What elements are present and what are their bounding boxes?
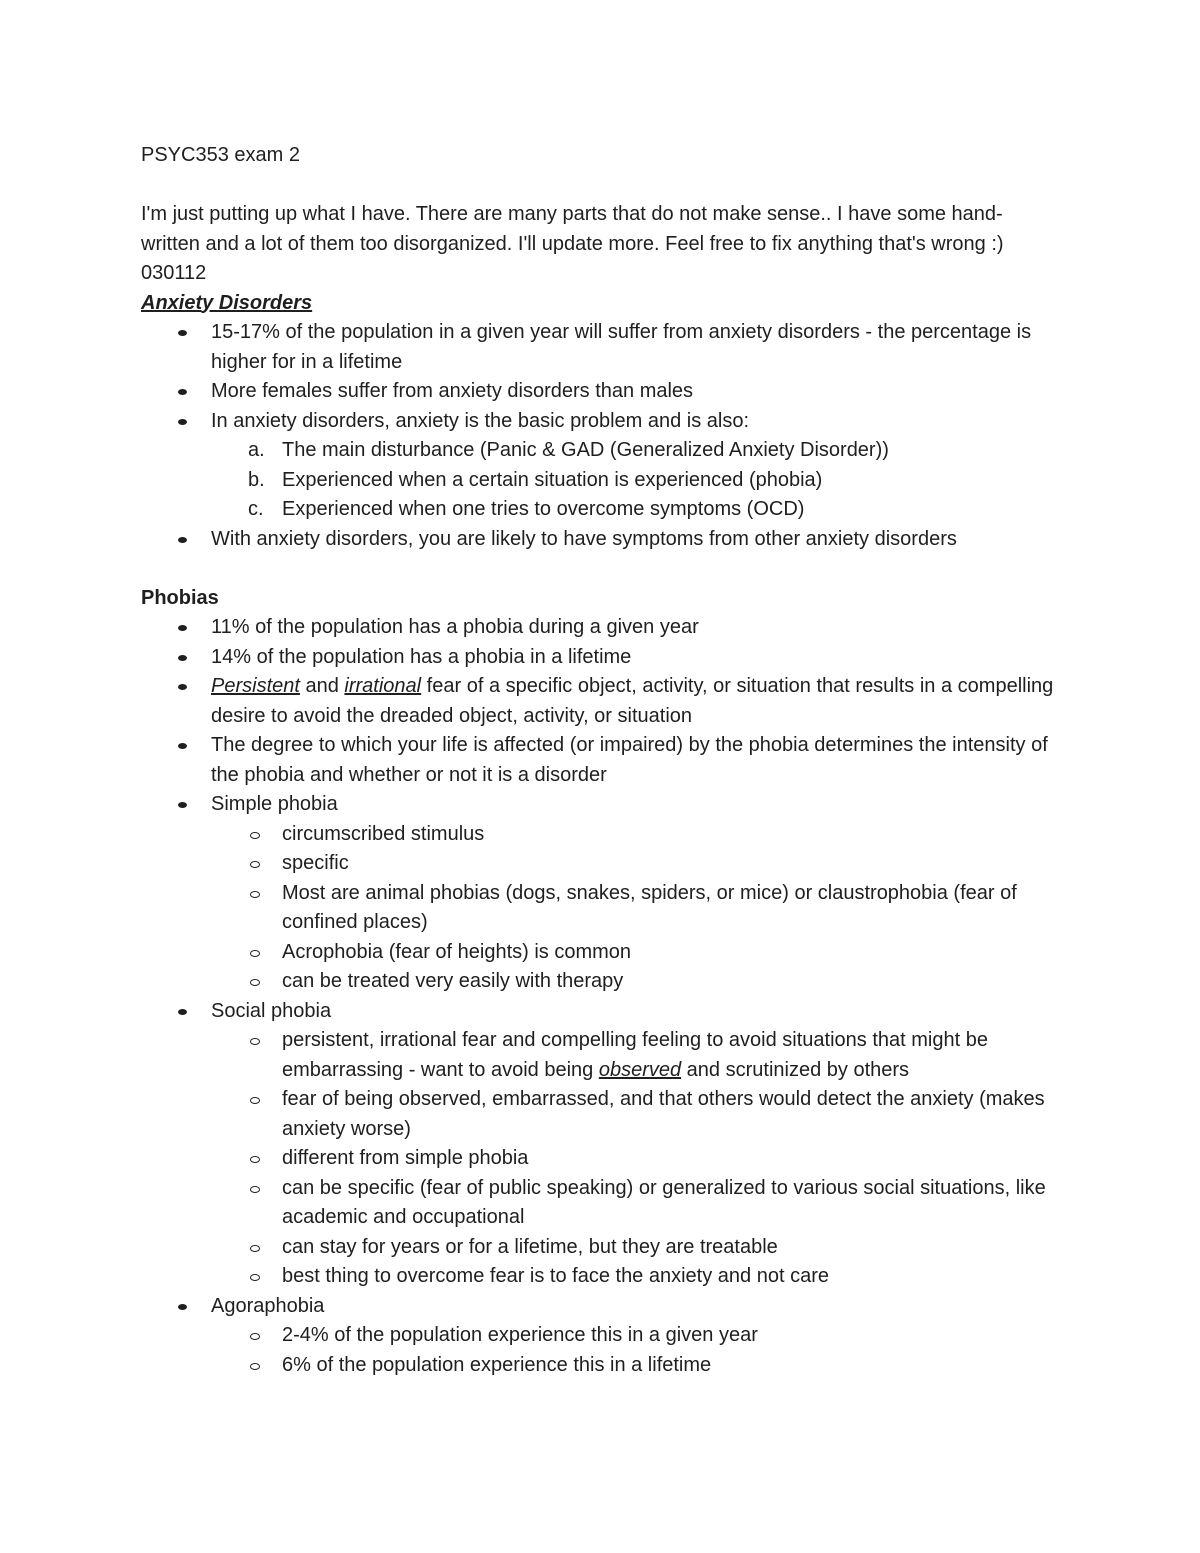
bullet-icon — [178, 655, 187, 661]
bullet-icon — [178, 419, 187, 425]
circle-bullet-icon — [250, 979, 260, 986]
list-item-simple-phobia: Simple phobia — [141, 790, 1061, 820]
list-item: The degree to which your life is affected (or impaired) by the phobia determines the intensity of the phobia and whether or not it is a disorder — [141, 731, 1061, 790]
sub-list-item: 6% of the population experience this in a lifetime — [141, 1351, 1061, 1381]
circle-bullet-icon — [250, 950, 260, 957]
phobias-heading: Phobias — [141, 586, 219, 609]
circle-bullet-icon — [250, 1156, 260, 1163]
list-item: Persistent and irrational fear of a specific object, activity, or situation that results in a compelling desire to avoid the dreaded object, activity, or situation — [141, 672, 1061, 731]
circle-bullet-icon — [250, 1333, 260, 1340]
sub-list-item: c. Experienced when one tries to overcome symptoms (OCD) — [141, 495, 1061, 525]
anxiety-heading: Anxiety Disorders — [141, 291, 313, 314]
list-item: 11% of the population has a phobia during a given year — [141, 613, 1061, 643]
circle-bullet-icon — [250, 1097, 260, 1104]
bullet-icon — [178, 330, 187, 336]
bullet-icon — [178, 537, 187, 543]
sub-list-item: 2-4% of the population experience this in a given year — [141, 1321, 1061, 1351]
sub-list-item: specific — [141, 849, 1061, 879]
phobias-list — [141, 613, 1061, 1380]
emphasis-irrational: irrational — [344, 675, 422, 697]
circle-bullet-icon — [250, 1186, 260, 1193]
bullet-icon — [178, 684, 187, 690]
list-item: 14% of the population has a phobia in a lifetime — [141, 643, 1061, 673]
bullet-icon — [178, 743, 187, 749]
date-line: 030112 — [141, 262, 207, 284]
circle-bullet-icon — [250, 861, 260, 868]
emphasis-persistent: Persistent — [211, 675, 300, 697]
circle-bullet-icon — [250, 1038, 260, 1045]
sub-list-item: Most are animal phobias (dogs, snakes, spiders, or mice) or claustrophobia (fear of confined places) — [141, 879, 1061, 938]
sub-list-item: can be specific (fear of public speaking) or generalized to various social situations, like academic and occupational — [141, 1174, 1061, 1233]
sub-list-item: can stay for years or for a lifetime, but they are treatable — [141, 1233, 1061, 1263]
sub-list-item: best thing to overcome fear is to face the anxiety and not care — [141, 1262, 1061, 1292]
list-item: With anxiety disorders, you are likely to have symptoms from other anxiety disorders — [141, 525, 1061, 555]
intro-paragraph: I'm just putting up what I have. There are many parts that do not make sense.. I have some hand-written and a lot of them too disorganized. I'll update more. Feel free to fix anything that's wrong :) — [141, 203, 1004, 255]
emphasis-observed: observed — [598, 1058, 682, 1081]
sub-list-item: Acrophobia (fear of heights) is common — [141, 938, 1061, 968]
list-item: In anxiety disorders, anxiety is the basic problem and is also: — [141, 407, 1061, 437]
bullet-icon — [178, 802, 187, 808]
document-page — [141, 141, 1061, 1380]
sub-list-item: different from simple phobia — [141, 1144, 1061, 1174]
list-marker: b. — [248, 468, 265, 491]
bullet-icon — [178, 389, 187, 395]
sub-list-item: b. Experienced when a certain situation is experienced (phobia) — [141, 466, 1061, 496]
bullet-icon — [178, 625, 187, 631]
anxiety-list — [141, 318, 1061, 554]
list-marker: a. — [248, 439, 265, 461]
sub-list-item: persistent, irrational fear and compelling feeling to avoid situations that might be embarrassing - want to avoid being observed and scrutinized by others — [141, 1026, 1061, 1085]
bullet-icon — [178, 1009, 187, 1015]
list-item: 15-17% of the population in a given year will suffer from anxiety disorders - the percentage is higher for in a lifetime — [141, 318, 1061, 377]
list-item-agoraphobia: Agoraphobia — [141, 1292, 1061, 1322]
sub-list-item: a. The main disturbance (Panic & GAD (Generalized Anxiety Disorder)) — [141, 436, 1061, 466]
circle-bullet-icon — [250, 1245, 260, 1252]
spacer — [141, 554, 1061, 584]
sub-list-item: can be treated very easily with therapy — [141, 967, 1061, 997]
sub-list-item: fear of being observed, embarrassed, and that others would detect the anxiety (makes anxiety worse) — [141, 1085, 1061, 1144]
list-item-social-phobia: Social phobia — [141, 997, 1061, 1027]
circle-bullet-icon — [250, 832, 260, 839]
list-item: More females suffer from anxiety disorders than males — [141, 377, 1061, 407]
sub-list-item: circumscribed stimulus — [141, 820, 1061, 850]
circle-bullet-icon — [250, 1274, 260, 1281]
circle-bullet-icon — [250, 891, 260, 898]
bullet-icon — [178, 1304, 187, 1310]
list-marker: c. — [248, 498, 264, 520]
circle-bullet-icon — [250, 1363, 260, 1370]
doc-title: PSYC353 exam 2 — [141, 144, 300, 166]
